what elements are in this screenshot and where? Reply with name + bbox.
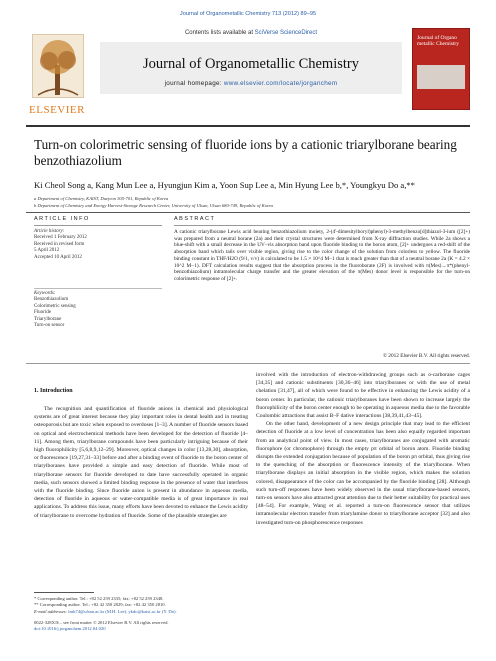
keywords-list xyxy=(34,291,76,329)
history-heading: Article history: xyxy=(34,229,65,234)
journal-name: Journal of Organometallic Chemistry xyxy=(143,56,359,72)
journal-banner xyxy=(26,26,470,120)
corresponding-author-2: ** Corresponding author. Tel.: +82 42 350 2829; fax: +82 42 350 2810. xyxy=(34,602,166,608)
front-matter xyxy=(34,620,248,633)
corresponding-author-1: * Corresponding author. Tel.: +82 52 259 2335; fax: +82 52 259 2348. xyxy=(34,596,164,601)
sciencedirect-link[interactable]: SciVerse ScienceDirect xyxy=(254,30,318,36)
article-title: Turn-on colorimetric sensing of fluoride ions by a cationic triarylborane bearing benzothiazolium xyxy=(34,137,457,168)
issn-line: 0022-328X/$ – see front matter © 2012 Elsevier B.V. All rights reserved. xyxy=(34,620,169,625)
journal-homepage xyxy=(100,80,402,87)
section-divider xyxy=(26,212,470,213)
article-info-heading: ARTICLE INFO xyxy=(34,216,90,222)
journal-reference[interactable]: Journal of Organometallic Chemistry 713 (2012) 89–95 xyxy=(179,11,317,17)
contents-prefix: Contents lists available at xyxy=(184,30,255,36)
keyword: Triarylborane xyxy=(34,316,62,322)
keywords-heading: Keywords: xyxy=(34,291,56,296)
header-divider xyxy=(26,125,470,127)
cover-title: Journal of Organo metallic Chemistry xyxy=(417,35,460,47)
abstract-text: A cationic triarylborane Lewis acid bearing benzothiazolium moiety, 2-(4'-dimesitylboryl)phenyl)-3-methylbenzo[d]thiazol-3-ium ([2]+) was prepared from a neutral borane (2a) and their crystal structures were determined from X-ray diffraction studies. While 2a shows a blue-shift with a small decrease in the UV–vis absorption band upon fluoride binding to the boron atom, [2]+ undergoes a red-shift of the absorption band which tails over visible region, giving rise to the color change of the solution from colorless to yellow. The fluoride binding constant in THF/H2O (9/1, v/v) is calculated to be 1.5 × 10^4 M−1 that is much greater than that of a neutral borane 2a (K = 4.2 × 10^2 M−1). DFT calculation results suggest that the absorption process in the fluoroborate (2F) is involved with π(Mes)→π*(phenyl-benzothiazolium) intramolecular charge transfer and the greater elevation of the π(Mes) donor level is responsible for the turn-on colorimetric response of [2]+. xyxy=(174,229,470,282)
intro-paragraph: On the other hand, development of a new design principle that may lead to the efficient detection of fluoride at a low level of concentration has been also equally regarded important from an analytical point of view. In most cases, triarylboranes are conjugated with aromatic fluorophore (or chromophore) through the empty pπ orbital of boron atom. Fluoride binding disrupts the extended conjugation because of population of the boron pπ orbital, thus giving rise to the quenching of the absorption or fluorescence intensity of the triarylborane. When triarylborane displays an initial absorption in the visible region, which makes the solution colored, disappearance of the color can be accompanied by the fluoride binding [28]. Although such turn-off responses have been widely observed in the usual triarylborane-based sensors, turn-on sensors have also attracted great attention due to their better suitability for practical uses [48–54]. For example, Wang et al. reported a turn-on fluorescence sensor that utilizes intramolecular electron transfer from triarylamine donor to triarylborane acceptor [32] and also investigated turn-on phosphorescence responses xyxy=(256,421,470,526)
doi-link[interactable]: doi:10.1016/j.jorganchem.2012.04.020 xyxy=(34,626,106,632)
footnote-rule xyxy=(34,592,94,593)
email-line xyxy=(34,609,248,615)
body-column-left xyxy=(34,405,248,520)
abstract-heading: ABSTRACT xyxy=(174,216,216,222)
contents-line xyxy=(100,30,402,36)
affiliation-b: b Department of Chemistry and Energy Harvest-Storage Research Center, University of Ulsan, Ulsan 680-749, Republic of Korea xyxy=(34,203,273,208)
body-column-right xyxy=(256,371,470,527)
abstract-copyright: © 2012 Elsevier B.V. All rights reserved. xyxy=(382,353,470,359)
keyword: Turn-on sensor xyxy=(34,323,65,329)
intro-paragraph: The recognition and quantification of fluoride anions in chemical and physiological systems are of great interest because they play important roles in dental health and in treating osteoporosis but are toxic when exposed to overdoses [1–3]. A number of fluoride sensors based on optical and electrochemical methods have been developed for the detection of fluoride [4–11]. Among them, triarylborane compounds have been particularly intriguing because of their high fluorophilicity [5,6,8,9,12–29]. Moreover, optical changes in color [13,28,30], absorption, or fluorescence [19,27,31–33] before and after a binding event of fluoride to the boron center of triarylboranes have provided a simple and easy detection of fluoride. While most of triarylborane sensors for fluoride developed to date have successfully operated in organic media, such sensors showed a limited binding response in the presence of water that interferes with the fluoride binding. Since fluoride anion is present in abundance in aqueous media, detection of fluoride in aqueous or water-compatible media is of great importance in real applications. To address this issue, many efforts have been devoted to enhance the Lewis acidity of triarylborane to overcome hydration of fluoride. Some of the plausible strategies are xyxy=(34,406,248,519)
history-item: Received in revised form xyxy=(34,241,85,247)
journal-cover-thumbnail[interactable] xyxy=(412,28,470,110)
article-history xyxy=(34,229,87,261)
introduction-heading: 1. Introduction xyxy=(34,388,73,394)
footnotes xyxy=(34,596,248,615)
author-list: Ki Cheol Song a, Kang Mun Lee a, Hyungjun Kim a, Yoon Sup Lee a, Min Hyung Lee b,*, Youngkyu Do a,** xyxy=(34,180,415,190)
history-item: 5 April 2012 xyxy=(34,248,60,254)
elsevier-tree-icon xyxy=(32,34,84,98)
publisher-name: ELSEVIER xyxy=(29,104,85,116)
homepage-link[interactable]: www.elsevier.com/locate/jorganchem xyxy=(223,80,338,87)
abstract-rule xyxy=(174,225,470,226)
history-item: Received 1 February 2012 xyxy=(34,235,87,241)
cover-image-band xyxy=(417,65,465,89)
keywords-rule xyxy=(34,288,162,289)
email-addresses[interactable]: lmh74@ulsan.ac.kr (M.H. Lee), ykdo@kaist.ac.kr (Y. Do). xyxy=(68,608,177,614)
homepage-prefix: journal homepage: xyxy=(164,80,224,87)
keyword: Fluoride xyxy=(34,310,51,316)
elsevier-logo[interactable] xyxy=(26,26,88,120)
affiliation-a: a Department of Chemistry, KAIST, Daejeon 305-701, Republic of Korea xyxy=(34,196,169,201)
body-divider xyxy=(26,363,470,364)
banner-center xyxy=(100,26,402,120)
intro-paragraph: involved with the introduction of electron-withdrawing groups such as o-carborane cages [34,35] and cationic substituents [30,36–46] into triarylboranes or with the use of metal chelation [31,47], all of which were found to be effective in enhancing the Lewis acidity of a boron center. In particular, the cationic triarylboranes have been shown to increase largely the fluorophilicity of the boron center enough to be operating in aqueous media due to the favorable Coulombic attractions that assist B–F dative interactions [38,39,41,43–45]. xyxy=(256,372,470,420)
keyword: Colorimetric sensing xyxy=(34,303,76,309)
keyword: Benzothiazolium xyxy=(34,297,69,303)
email-label: E-mail addresses: xyxy=(34,608,69,614)
article-info-rule xyxy=(34,225,162,226)
history-item: Accepted 10 April 2012 xyxy=(34,254,82,260)
